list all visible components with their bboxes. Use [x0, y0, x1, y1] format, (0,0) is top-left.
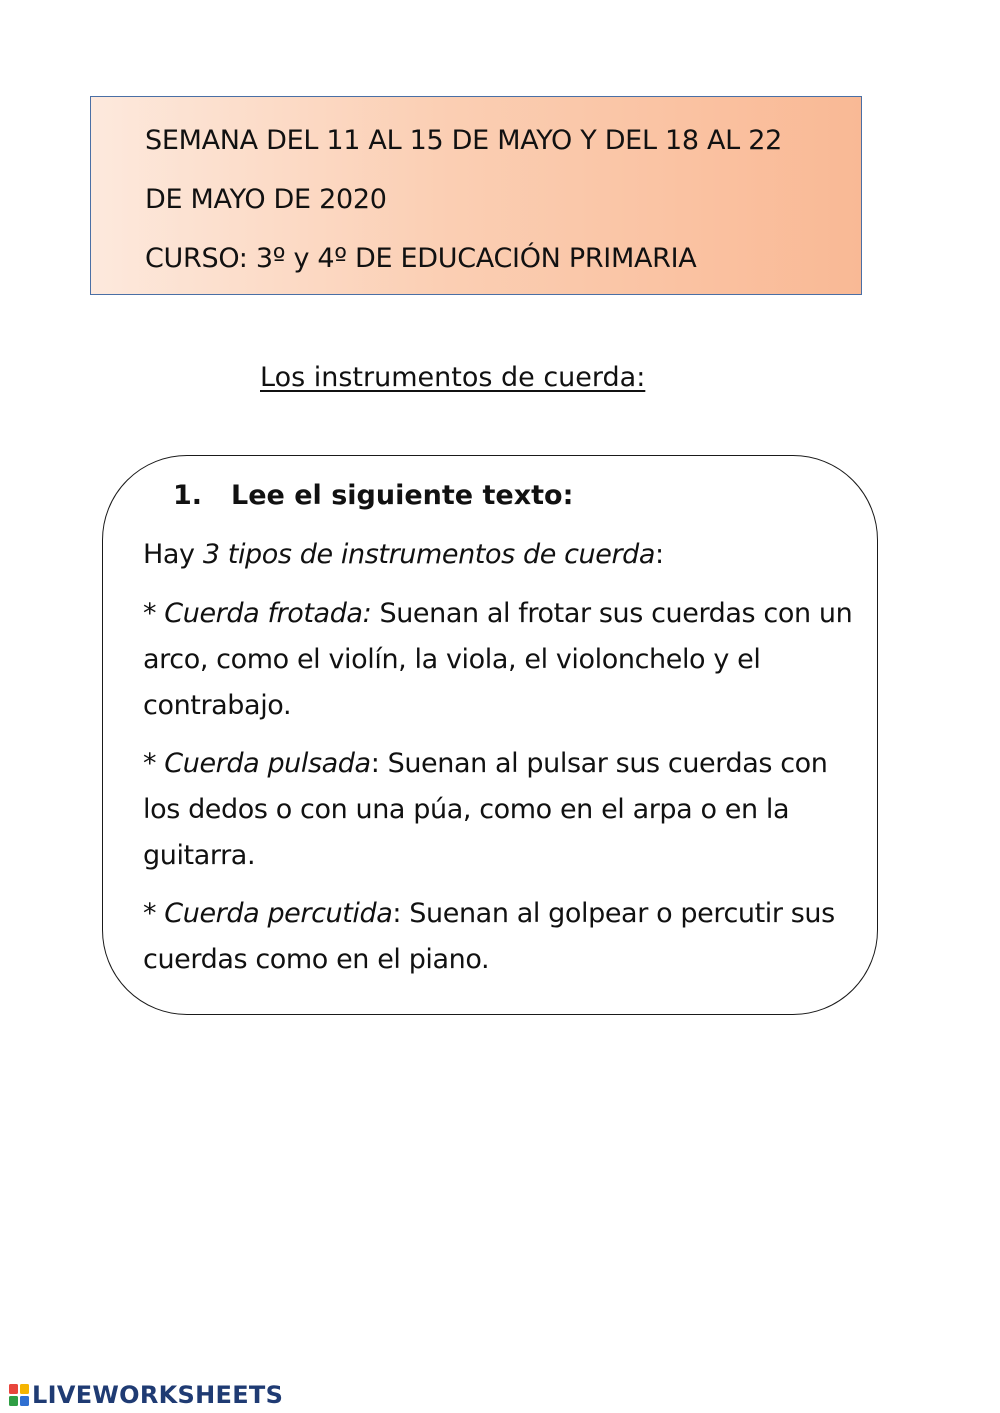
header-box: [90, 96, 862, 295]
intro-paragraph: [143, 532, 859, 578]
section-title: Los instrumentos de cuerda:: [260, 362, 646, 393]
exercise-instruction: Lee el siguiente texto:: [231, 480, 574, 511]
liveworksheets-logo-icon: [8, 1383, 30, 1407]
term-cuerda-pulsada: Cuerda pulsada: [164, 748, 371, 779]
term-cuerda-frotada: Cuerda frotada:: [164, 598, 372, 629]
description-cuerda-frotada: Suenan al frotar sus cuerdas con un arco, como el violín, la viola, el violonchelo y el contrabajo.: [143, 598, 853, 721]
intro-emphasis: 3 tipos de instrumentos de cuerda: [202, 539, 656, 570]
exercise-number: 1.: [173, 480, 203, 511]
bullet: *: [143, 898, 165, 929]
intro-after: :: [655, 539, 664, 570]
exercise-heading: [173, 480, 573, 511]
logo-text: LIVEWORKSHEETS: [32, 1381, 284, 1409]
header-course-line: CURSO: 3º y 4º DE EDUCACIÓN PRIMARIA: [145, 243, 697, 274]
bullet: *: [143, 598, 165, 629]
description-cuerda-pulsada: : Suenan al pulsar sus cuerdas con los dedos o con una púa, como en el arpa o en la guitarra.: [143, 748, 828, 871]
term-cuerda-percutida: Cuerda percutida: [164, 898, 393, 929]
header-date-line: DE MAYO DE 2020: [145, 184, 387, 215]
paragraph-cuerda-percutida: [143, 891, 859, 983]
header-week-line: SEMANA DEL 11 AL 15 DE MAYO Y DEL 18 AL 22: [145, 125, 782, 156]
description-cuerda-percutida: : Suenan al golpear o percutir sus cuerdas como en el piano.: [143, 898, 835, 975]
bullet: *: [143, 748, 165, 779]
paragraph-cuerda-pulsada: [143, 741, 859, 879]
paragraph-cuerda-frotada: [143, 591, 859, 729]
liveworksheets-logo[interactable]: [8, 1381, 283, 1409]
intro-before: Hay: [143, 539, 203, 570]
exercise-card: [102, 455, 878, 1015]
